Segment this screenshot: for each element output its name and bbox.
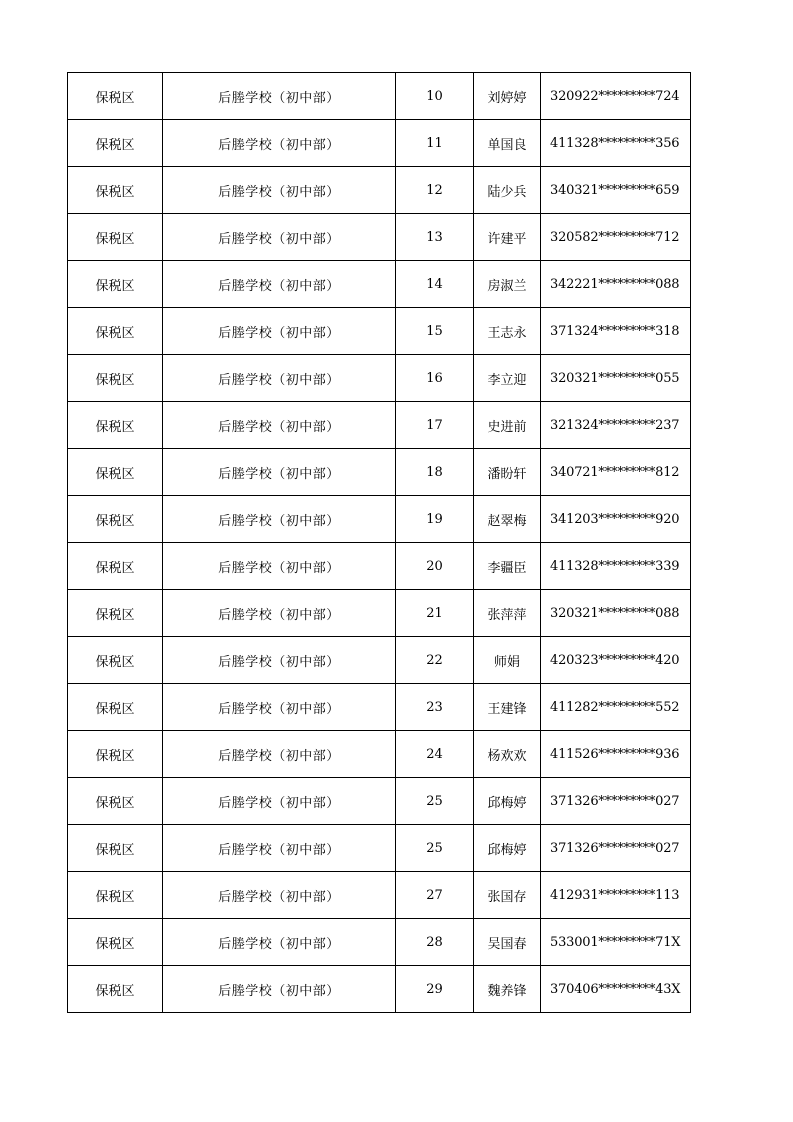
number-cell: 16 xyxy=(396,355,474,402)
id-number-cell: 340721*********812 xyxy=(541,449,691,496)
id-number-cell: 411328*********339 xyxy=(541,543,691,590)
id-number-cell: 320321*********055 xyxy=(541,355,691,402)
school-cell: 后塍学校（初中部） xyxy=(163,167,396,214)
id-number-cell: 411282*********552 xyxy=(541,684,691,731)
school-cell: 后塍学校（初中部） xyxy=(163,684,396,731)
id-number-cell: 340321*********659 xyxy=(541,167,691,214)
district-cell: 保税区 xyxy=(68,167,163,214)
table-row xyxy=(68,684,691,731)
district-cell: 保税区 xyxy=(68,919,163,966)
number-cell: 24 xyxy=(396,731,474,778)
table-row xyxy=(68,167,691,214)
name-cell: 师娟 xyxy=(474,637,541,684)
district-cell: 保税区 xyxy=(68,731,163,778)
id-number-cell: 411328*********356 xyxy=(541,120,691,167)
table-row xyxy=(68,449,691,496)
table-row xyxy=(68,590,691,637)
name-cell: 杨欢欢 xyxy=(474,731,541,778)
name-cell: 史进前 xyxy=(474,402,541,449)
name-cell: 房淑兰 xyxy=(474,261,541,308)
school-cell: 后塍学校（初中部） xyxy=(163,731,396,778)
table-row xyxy=(68,872,691,919)
school-cell: 后塍学校（初中部） xyxy=(163,778,396,825)
district-cell: 保税区 xyxy=(68,872,163,919)
name-cell: 吴国春 xyxy=(474,919,541,966)
number-cell: 25 xyxy=(396,825,474,872)
id-number-cell: 342221*********088 xyxy=(541,261,691,308)
name-cell: 王建锋 xyxy=(474,684,541,731)
district-cell: 保税区 xyxy=(68,590,163,637)
id-number-cell: 321324*********237 xyxy=(541,402,691,449)
school-cell: 后塍学校（初中部） xyxy=(163,637,396,684)
school-cell: 后塍学校（初中部） xyxy=(163,825,396,872)
name-cell: 邱梅婷 xyxy=(474,825,541,872)
number-cell: 23 xyxy=(396,684,474,731)
id-number-cell: 341203*********920 xyxy=(541,496,691,543)
id-number-cell: 370406*********43X xyxy=(541,966,691,1013)
district-cell: 保税区 xyxy=(68,73,163,120)
name-cell: 张国存 xyxy=(474,872,541,919)
table-row xyxy=(68,543,691,590)
table-row xyxy=(68,214,691,261)
table-row xyxy=(68,496,691,543)
table-row xyxy=(68,778,691,825)
district-cell: 保税区 xyxy=(68,543,163,590)
number-cell: 15 xyxy=(396,308,474,355)
id-number-cell: 371326*********027 xyxy=(541,825,691,872)
number-cell: 12 xyxy=(396,167,474,214)
table-row xyxy=(68,731,691,778)
id-number-cell: 320922*********724 xyxy=(541,73,691,120)
school-cell: 后塍学校（初中部） xyxy=(163,543,396,590)
table-row xyxy=(68,402,691,449)
number-cell: 11 xyxy=(396,120,474,167)
number-cell: 29 xyxy=(396,966,474,1013)
table-row xyxy=(68,308,691,355)
id-number-cell: 420323*********420 xyxy=(541,637,691,684)
table-row xyxy=(68,73,691,120)
number-cell: 28 xyxy=(396,919,474,966)
district-cell: 保税区 xyxy=(68,825,163,872)
id-number-cell: 320321*********088 xyxy=(541,590,691,637)
id-number-cell: 371324*********318 xyxy=(541,308,691,355)
school-cell: 后塍学校（初中部） xyxy=(163,355,396,402)
name-cell: 许建平 xyxy=(474,214,541,261)
school-cell: 后塍学校（初中部） xyxy=(163,496,396,543)
table-row xyxy=(68,355,691,402)
table-row xyxy=(68,966,691,1013)
school-cell: 后塍学校（初中部） xyxy=(163,872,396,919)
number-cell: 19 xyxy=(396,496,474,543)
name-cell: 潘盼轩 xyxy=(474,449,541,496)
district-cell: 保税区 xyxy=(68,261,163,308)
name-cell: 李疆臣 xyxy=(474,543,541,590)
name-cell: 刘婷婷 xyxy=(474,73,541,120)
id-number-cell: 411526*********936 xyxy=(541,731,691,778)
number-cell: 21 xyxy=(396,590,474,637)
table-body xyxy=(68,73,691,1013)
district-cell: 保税区 xyxy=(68,684,163,731)
district-cell: 保税区 xyxy=(68,308,163,355)
number-cell: 22 xyxy=(396,637,474,684)
number-cell: 13 xyxy=(396,214,474,261)
district-cell: 保税区 xyxy=(68,449,163,496)
data-table xyxy=(67,72,691,1013)
number-cell: 27 xyxy=(396,872,474,919)
district-cell: 保税区 xyxy=(68,120,163,167)
name-cell: 张萍萍 xyxy=(474,590,541,637)
id-number-cell: 320582*********712 xyxy=(541,214,691,261)
school-cell: 后塍学校（初中部） xyxy=(163,120,396,167)
number-cell: 18 xyxy=(396,449,474,496)
name-cell: 魏养锋 xyxy=(474,966,541,1013)
table-row xyxy=(68,825,691,872)
number-cell: 25 xyxy=(396,778,474,825)
number-cell: 17 xyxy=(396,402,474,449)
school-cell: 后塍学校（初中部） xyxy=(163,590,396,637)
district-cell: 保税区 xyxy=(68,778,163,825)
name-cell: 王志永 xyxy=(474,308,541,355)
name-cell: 邱梅婷 xyxy=(474,778,541,825)
name-cell: 赵翠梅 xyxy=(474,496,541,543)
district-cell: 保税区 xyxy=(68,355,163,402)
id-number-cell: 371326*********027 xyxy=(541,778,691,825)
district-cell: 保税区 xyxy=(68,214,163,261)
school-cell: 后塍学校（初中部） xyxy=(163,402,396,449)
id-number-cell: 412931*********113 xyxy=(541,872,691,919)
number-cell: 20 xyxy=(396,543,474,590)
id-number-cell: 533001*********71X xyxy=(541,919,691,966)
table-row xyxy=(68,120,691,167)
name-cell: 李立迎 xyxy=(474,355,541,402)
school-cell: 后塍学校（初中部） xyxy=(163,73,396,120)
number-cell: 14 xyxy=(396,261,474,308)
district-cell: 保税区 xyxy=(68,637,163,684)
number-cell: 10 xyxy=(396,73,474,120)
school-cell: 后塍学校（初中部） xyxy=(163,308,396,355)
school-cell: 后塍学校（初中部） xyxy=(163,919,396,966)
school-cell: 后塍学校（初中部） xyxy=(163,449,396,496)
table-row xyxy=(68,637,691,684)
name-cell: 单国良 xyxy=(474,120,541,167)
name-cell: 陆少兵 xyxy=(474,167,541,214)
district-cell: 保税区 xyxy=(68,496,163,543)
table-row xyxy=(68,919,691,966)
district-cell: 保税区 xyxy=(68,402,163,449)
table-row xyxy=(68,261,691,308)
district-cell: 保税区 xyxy=(68,966,163,1013)
school-cell: 后塍学校（初中部） xyxy=(163,966,396,1013)
school-cell: 后塍学校（初中部） xyxy=(163,261,396,308)
school-cell: 后塍学校（初中部） xyxy=(163,214,396,261)
